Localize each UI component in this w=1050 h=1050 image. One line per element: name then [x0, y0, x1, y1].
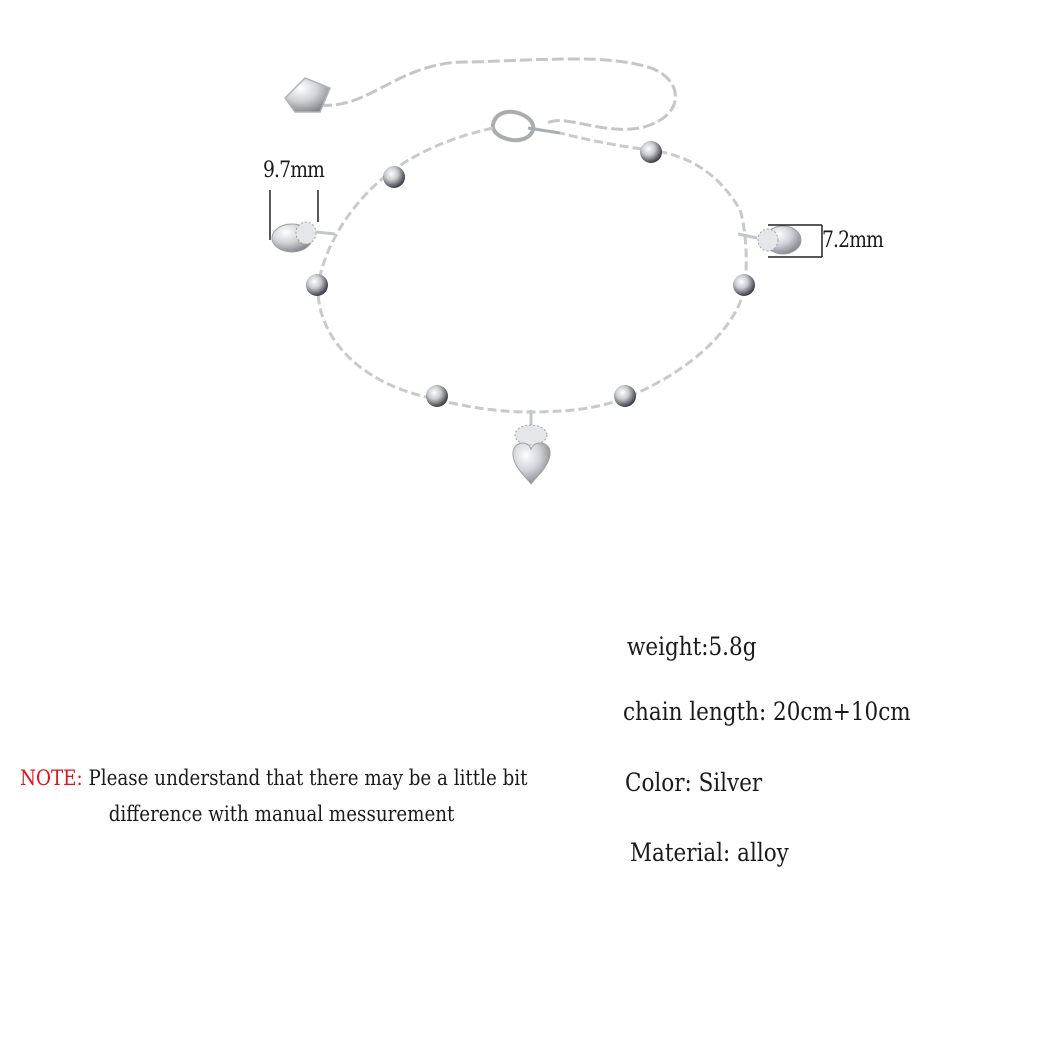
note-line-2: difference with manual messurement — [108, 802, 455, 826]
note-label: NOTE: — [20, 766, 83, 790]
beads — [306, 141, 755, 407]
spec-weight: weight:5.8g — [627, 632, 757, 661]
spec-color: Color: Silver — [625, 768, 763, 797]
left-acorn-charm — [272, 222, 335, 252]
lobster-clasp — [493, 112, 560, 140]
main-chain — [318, 128, 746, 412]
pendant-length-label: 9.7mm — [263, 158, 324, 183]
note-line-1: Please understand that there may be a little bit — [82, 766, 528, 790]
end-tag-charm — [285, 78, 330, 112]
measurement-note — [20, 760, 527, 832]
extension-chain — [320, 59, 675, 129]
pendant-width-label: 7.2mm — [822, 228, 883, 253]
spec-chain-length: chain length: 20cm+10cm — [623, 697, 911, 726]
spec-material: Material: alloy — [630, 838, 789, 867]
bottom-heart-charm — [513, 410, 550, 484]
